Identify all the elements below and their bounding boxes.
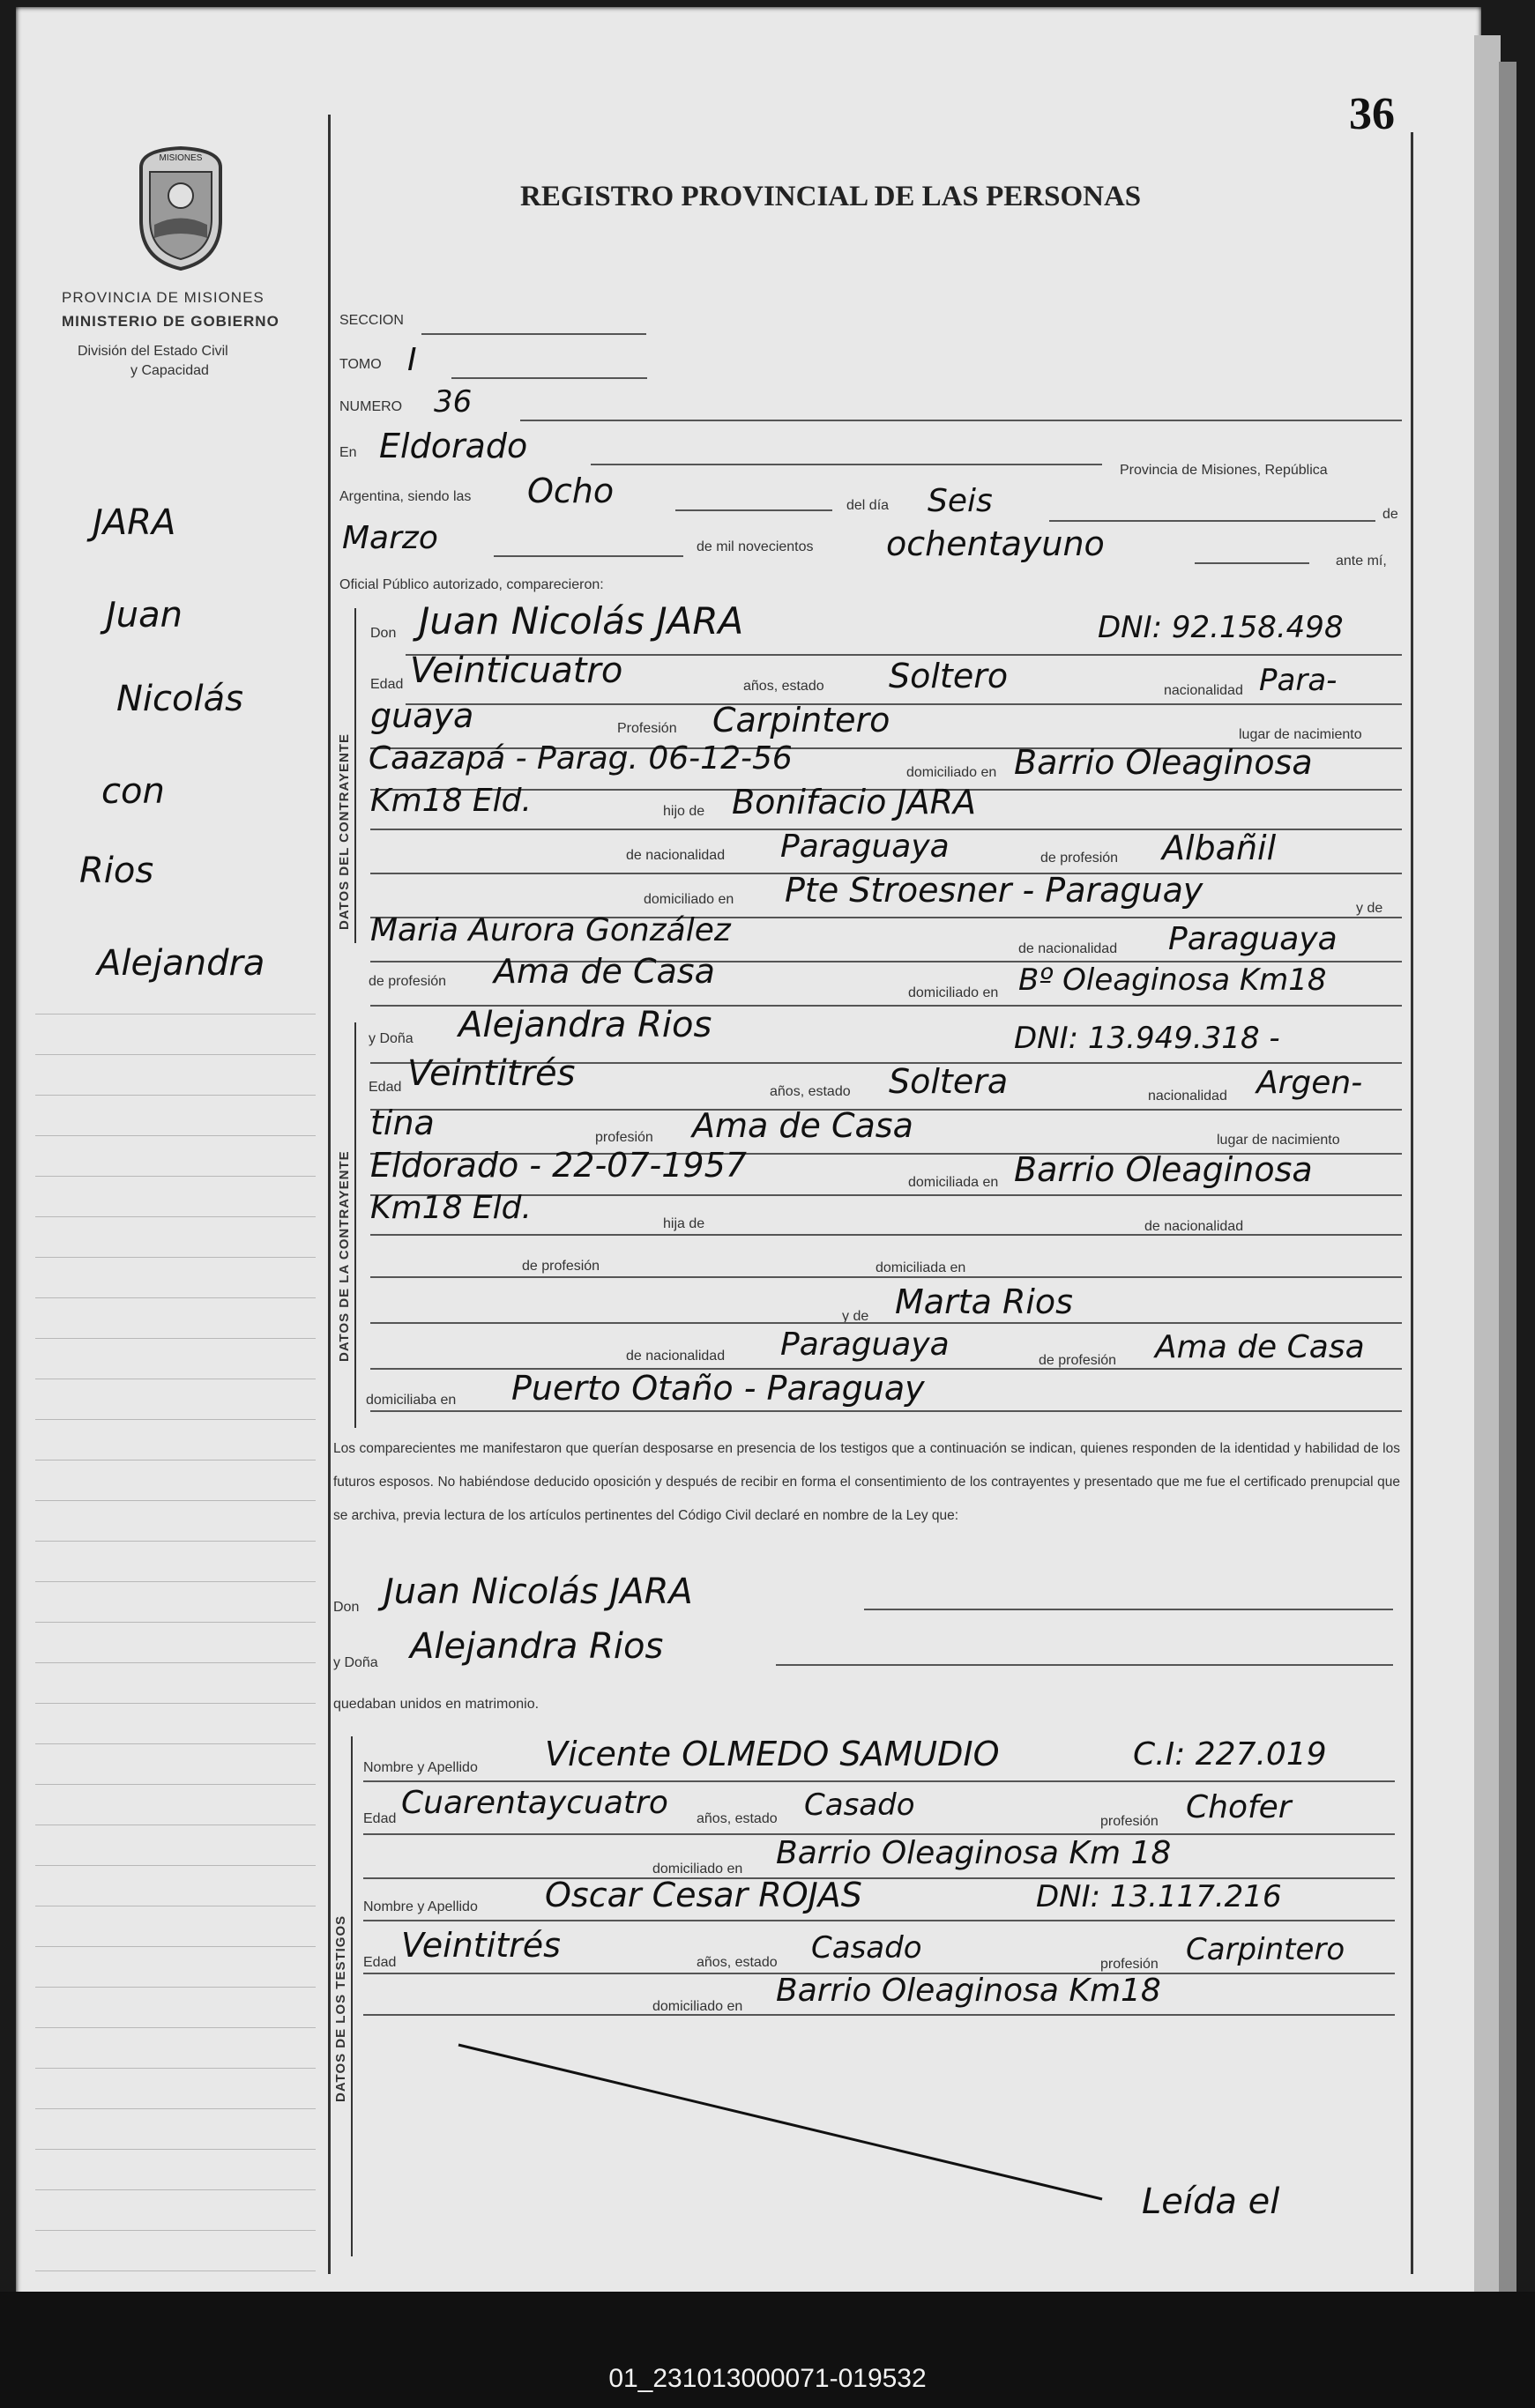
witness2-profession: Carpintero <box>1186 1932 1345 1967</box>
groom-father-addr: Pte Stroesner - Paraguay <box>785 871 1203 910</box>
ruled-line <box>35 1419 316 1420</box>
label-y-de-2: y de <box>842 1309 869 1324</box>
line-bride-mother-addr <box>370 1410 1402 1412</box>
label-de-mil: de mil novecientos <box>697 539 814 554</box>
groom-mother-nat: Paraguaya <box>1168 921 1338 957</box>
label-nombre-apellido: Nombre y Apellido <box>363 1760 478 1775</box>
bride-mother-addr: Puerto Otaño - Paraguay <box>511 1369 925 1408</box>
value-mes: Marzo <box>342 520 438 556</box>
ruled-line <box>35 1622 316 1623</box>
line-groom-age <box>406 703 1402 705</box>
ruled-line <box>35 1216 316 1217</box>
margin-rule <box>328 115 331 2274</box>
ruled-line <box>35 1176 316 1177</box>
witness1-age: Cuarentaycuatro <box>401 1785 668 1821</box>
union-dona: Alejandra Rios <box>410 1626 664 1667</box>
label-nacionalidad-2: nacionalidad <box>1148 1089 1227 1104</box>
margin-name-2: Nicolás <box>116 679 243 719</box>
label-de-profesion-2: de profesión <box>369 974 447 989</box>
section-bracket <box>354 608 356 943</box>
value-hora: Ocho <box>527 472 615 510</box>
line-bride-mother <box>370 1322 1402 1324</box>
label-edad-3: Edad <box>363 1811 397 1826</box>
line-witness1-name <box>363 1780 1395 1782</box>
section-label-contrayente: DATOS DEL CONTRAYENTE <box>337 733 352 930</box>
margin-name-4: Alejandra <box>97 943 265 984</box>
value-tomo: I <box>407 342 417 378</box>
value-anio: ochentayuno <box>886 524 1105 563</box>
section-label-contrayente-f: DATOS DE LA CONTRAYENTE <box>337 1150 352 1362</box>
line-anio <box>1195 562 1309 564</box>
witness1-name: Vicente OLMEDO SAMUDIO <box>545 1735 1000 1773</box>
line-numero <box>520 420 1402 421</box>
label-domiciliado-5: domiciliado en <box>652 1999 743 2014</box>
groom-mother-addr: Bº Oleaginosa Km18 <box>1018 962 1327 998</box>
letterhead-province: PROVINCIA DE MISIONES <box>62 289 265 306</box>
line-tomo <box>451 377 647 379</box>
line-dia <box>1049 520 1375 522</box>
witness1-address: Barrio Oleaginosa Km 18 <box>776 1835 1172 1871</box>
ruled-line <box>35 1784 316 1785</box>
margin-con: con <box>101 771 165 812</box>
groom-civil: Soltero <box>889 657 1009 695</box>
label-anios-estado-3: años, estado <box>697 1811 778 1826</box>
witness2-name: Oscar Cesar ROJAS <box>545 1876 862 1914</box>
ruled-line <box>35 1703 316 1704</box>
right-rule <box>1411 132 1413 2274</box>
ruled-line <box>35 1662 316 1663</box>
label-seccion: SECCION <box>339 313 404 328</box>
bride-name: Alejandra Rios <box>458 1005 712 1045</box>
bride-nat-b: tina <box>370 1104 435 1142</box>
label-de: de <box>1382 507 1398 522</box>
label-union-dona: y Doña <box>333 1655 378 1670</box>
label-edad: Edad <box>370 677 404 692</box>
label-lugar-nac-2: lugar de nacimiento <box>1217 1133 1340 1148</box>
ruled-line <box>35 1946 316 1947</box>
ruled-line <box>35 1257 316 1258</box>
value-numero: 36 <box>434 384 473 420</box>
label-lugar-nac: lugar de nacimiento <box>1239 727 1362 742</box>
letterhead-ministry: MINISTERIO DE GOBIERNO <box>62 313 279 330</box>
label-profesion-3: profesión <box>1100 1814 1159 1829</box>
bride-mother: Marta Rios <box>895 1282 1073 1321</box>
label-don: Don <box>370 626 397 641</box>
ruled-line <box>35 2149 316 2150</box>
witness2-id: DNI: 13.117.216 <box>1036 1879 1282 1914</box>
ruled-line <box>35 1743 316 1744</box>
line-witness2-name <box>363 1920 1395 1921</box>
label-edad-2: Edad <box>369 1080 402 1095</box>
witness2-civil: Casado <box>811 1930 922 1966</box>
label-de-profesion-4: de profesión <box>1039 1353 1117 1368</box>
label-provincia: Provincia de Misiones, República <box>1120 463 1328 478</box>
groom-address-a: Barrio Oleaginosa <box>1014 743 1313 782</box>
label-edad-4: Edad <box>363 1955 397 1970</box>
ruled-line <box>35 1865 316 1866</box>
groom-name: Juan Nicolás JARA <box>419 599 744 643</box>
ruled-line <box>35 1054 316 1055</box>
label-domiciliado-3: domiciliado en <box>908 985 999 1000</box>
margin-name-3: Rios <box>79 851 154 891</box>
ruled-line <box>35 1987 316 1988</box>
label-hijo-de: hijo de <box>663 804 705 819</box>
line-witness2-address <box>363 2014 1395 2016</box>
label-profesion-4: profesión <box>1100 1957 1159 1972</box>
ruled-line <box>35 1541 316 1542</box>
witness2-address: Barrio Oleaginosa Km18 <box>776 1973 1161 2009</box>
letterhead-capacity: y Capacidad <box>130 363 209 378</box>
section-bracket <box>351 1736 353 2256</box>
page-edge <box>1474 35 1501 2300</box>
svg-text:MISIONES: MISIONES <box>159 153 203 163</box>
groom-age: Veinticuatro <box>410 650 623 691</box>
groom-father: Bonifacio JARA <box>732 783 977 821</box>
groom-profession: Carpintero <box>712 701 890 739</box>
label-de-nacionalidad-2: de nacionalidad <box>1018 941 1118 956</box>
label-dona: y Doña <box>369 1031 414 1046</box>
label-profesion: Profesión <box>617 721 677 736</box>
witness1-id: C.I: 227.019 <box>1133 1736 1327 1773</box>
label-de-nacionalidad-4: de nacionalidad <box>626 1349 726 1364</box>
bride-address-a: Barrio Oleaginosa <box>1014 1150 1313 1189</box>
ruled-line <box>35 2068 316 2069</box>
label-domiciliaba: domiciliaba en <box>366 1393 457 1408</box>
line-hora <box>675 509 832 511</box>
label-anios-estado-2: años, estado <box>770 1084 851 1099</box>
ruled-line <box>35 2108 316 2109</box>
bride-address-b: Km18 Eld. <box>370 1190 532 1226</box>
line-lugar <box>591 464 1102 465</box>
margin-name-1: Juan <box>106 595 183 635</box>
section-label-testigos: DATOS DE LOS TESTIGOS <box>333 1914 348 2102</box>
witness1-civil: Casado <box>804 1787 915 1823</box>
line-bride-father-prof <box>370 1276 1402 1278</box>
union-don: Juan Nicolás JARA <box>384 1572 693 1612</box>
bride-civil: Soltera <box>889 1062 1009 1101</box>
bride-nat-a: Argen- <box>1256 1065 1363 1101</box>
label-del-dia: del día <box>846 498 890 513</box>
label-anios-estado-4: años, estado <box>697 1955 778 1970</box>
bride-profession: Ama de Casa <box>692 1106 913 1145</box>
label-nacionalidad: nacionalidad <box>1164 683 1243 698</box>
ruled-line <box>35 1581 316 1582</box>
bride-birth: Eldorado - 22-07-1957 <box>370 1146 747 1185</box>
line-mes <box>494 555 683 557</box>
page-number: 36 <box>1349 89 1395 139</box>
image-caption: 01_231013000071-019532 <box>608 2364 927 2393</box>
label-domiciliada: domiciliada en <box>908 1175 999 1190</box>
document-title: REGISTRO PROVINCIAL DE LAS PERSONAS <box>520 181 1142 212</box>
label-tomo: TOMO <box>339 357 382 372</box>
declaration-paragraph: Los comparecientes me manifestaron que querían desposarse en presencia de los testigos que a continuación se indican, quienes responden de la identidad y habilidad de los futuros esposos. No habiéndose deducido oposición y después de recibir en forma el consentimiento de los contrayentes y presentado que me fue el certificado prenupcial que se archiva, previa lectura de los artículos pertinentes del Código Civil declaré en nombre de la Ley que: <box>333 1441 1400 1523</box>
label-de-nacionalidad-3: de nacionalidad <box>1144 1219 1244 1234</box>
label-anios-estado: años, estado <box>743 679 824 694</box>
groom-father-nat: Paraguaya <box>780 829 950 865</box>
label-domiciliado-2: domiciliado en <box>644 892 734 907</box>
label-y-de: y de <box>1356 901 1383 916</box>
label-de-profesion: de profesión <box>1040 851 1119 866</box>
line-union-dona <box>776 1664 1393 1666</box>
witness1-profession: Chofer <box>1186 1789 1292 1825</box>
label-de-profesion-3: de profesión <box>522 1259 600 1274</box>
groom-birth: Caazapá - Parag. 06-12-56 <box>369 740 793 777</box>
ruled-line <box>35 1297 316 1298</box>
label-argentina: Argentina, siendo las <box>339 489 472 504</box>
label-oficial: Oficial Público autorizado, comparecieron: <box>339 577 604 592</box>
witness2-age: Veintitrés <box>401 1926 561 1965</box>
bride-mother-nat: Paraguaya <box>780 1327 950 1363</box>
line-seccion <box>421 333 646 335</box>
label-de-nacionalidad: de nacionalidad <box>626 848 726 863</box>
groom-mother: Maria Aurora González <box>370 912 731 948</box>
union-closing: quedaban unidos en matrimonio. <box>333 1697 540 1712</box>
label-ante-mi: ante mí, <box>1336 554 1387 569</box>
provincial-seal-icon <box>123 141 238 273</box>
section-bracket <box>354 1022 356 1428</box>
label-en: En <box>339 445 357 460</box>
line-bride-father <box>370 1234 1402 1236</box>
label-profesion-2: profesión <box>595 1130 653 1145</box>
bride-mother-prof: Ama de Casa <box>1155 1329 1365 1365</box>
ruled-line <box>35 1338 316 1339</box>
label-domiciliado: domiciliado en <box>906 765 997 780</box>
groom-father-prof: Albañil <box>1162 829 1277 867</box>
bride-age: Veintitrés <box>407 1053 576 1094</box>
label-domiciliado-4: domiciliado en <box>652 1862 743 1877</box>
groom-address-b: Km18 Eld. <box>370 783 532 819</box>
line-union-don <box>864 1609 1393 1610</box>
margin-surname: JARA <box>93 502 176 543</box>
page-edge-shadow <box>1499 62 1516 2300</box>
groom-dni: DNI: 92.158.498 <box>1098 610 1344 645</box>
label-domiciliada-2: domiciliada en <box>876 1260 966 1275</box>
ruled-line <box>35 1135 316 1136</box>
groom-mother-prof: Ama de Casa <box>494 952 715 991</box>
groom-nat-b: guaya <box>370 696 474 735</box>
footer-note: Leída el <box>1142 2181 1280 2222</box>
ruled-line <box>35 1095 316 1096</box>
value-lugar: Eldorado <box>379 427 528 465</box>
ruled-line <box>35 2027 316 2028</box>
cancel-diagonal-line <box>450 2036 1111 2212</box>
ruled-line <box>35 2189 316 2190</box>
label-union-don: Don <box>333 1600 360 1615</box>
ruled-line <box>35 2230 316 2231</box>
label-numero: NUMERO <box>339 399 403 414</box>
groom-nat-a: Para- <box>1259 663 1338 698</box>
label-nombre-apellido-2: Nombre y Apellido <box>363 1899 478 1914</box>
value-dia: Seis <box>928 483 993 519</box>
ruled-line <box>35 1500 316 1501</box>
letterhead-division: División del Estado Civil <box>78 344 228 359</box>
label-hija-de: hija de <box>663 1216 705 1231</box>
bride-dni: DNI: 13.949.318 - <box>1014 1021 1280 1056</box>
